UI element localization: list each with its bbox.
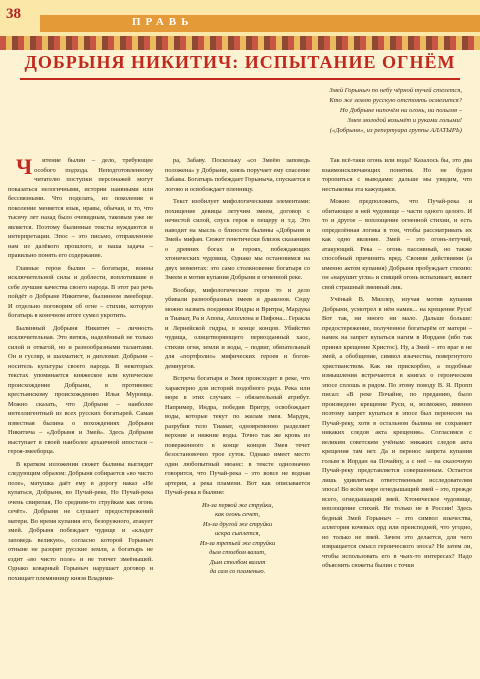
paragraph: Встреча богатыря и Змея происходит в реке, что характерно для историй подобного рода. Река или море в этих случаях – обязательный атрибут. Например, Индра, победив Вритру, освобождает воды, которые текут по жилам змея. Мардук, разрубив тело Тиамат, одновременно разделяет верхние и нижние воды. Точно так же кровь из поверженного в конце концов Змея течет безостановочно трое суток. Однако имеет место один любопытный нюанс: в тексте однозначно говорится, что Пучай-река – это вовсе не водная артерия, а река пламени. Вот как описывается Пучай-река в былине: xyxy=(165,375,310,496)
paragraph: Главные герои былин – богатыри, воины исключительной силы и доблести, воплотившие в себе лучшие качества своего народа. В этот раз речь пойдёт о Добрыне Никитиче, былинном змееборце. И отдельно поговорим об огне – стихии, которую богатырь в конечном итоге сумел укротить. xyxy=(8,264,153,319)
page-number: 38 xyxy=(6,6,21,22)
paragraph: Вообще, мифологические герои то и дело убивали разнообразных змеев и драконов. Сюду можно назвать поединки Индры и Вритры, Мардука и Тиамат, Ра и Апопа, Аполлона и Пифона... Геракла и Лернейской гидры, в конце концов. Убийство чудища, олицетворяющего первозданный хаос, стихии огня, земли и воды, – подвиг, обязательный для «портфолио» мифических героев и богов-демиургов. xyxy=(165,286,310,370)
paragraph: Учёный В. Миллер, изучая мотив купания Добрыни, усмотрел в нём намек... на крещение Руси! Вот так, ни много ни мало. Дальше больше: предостережение, полученное богатырём от матери – намек на запрет купаться нагим в Иордане (ибо так принял крещение Христос). Ну, а Змей – это враг в не змей, а обобщение, символ язычества, повергнутого христианством. Как ни прискорбно, а подобные измышления встречаются в книгах о героическом эпосе сплошь и рядом. По этому поводу В. Я. Пропп писал: «В реке Почайне, по преданию, было произведено крещение Руси, и, возможно, именно поэтому запрет купаться в эпосе был перенесен на Пучай-реку, хотя в остальном былина не сохраняет никаких следов акта крещения». Согласимся с великим советским учёным: никаких следов акта крещения там нет. Да и перенос запрета купания голым в Иордан на Почайну, а с неё – на сказочную Пучай-реку представляется совершенным. Остается лишь удивляться ответственным исследователям эпоса! Во всём мире огнедышащий змей – это, прежде всего, огнедышащий змей. Хтоническое чудовище, воплощение стихий. Не только не в России! Здесь бедный Змей Горыныч – это символ язычества, аллегория кочевых орд или преисподней, что угодно, но только не змей. Зачем это делается, для чего извращается смысл героического эпоса? Не затем ли, чтобы использовать его в чьих-то интересах? Надо объяснить сюжеты былин с точки xyxy=(322,296,472,569)
paragraph-text: итение былин – дело, требующее особого подхода. Неподготовленному читателю поступки персонажей могут показаться нелогичными, истории наивными или бессвязными. Что поделать, из поколения в поколение меняется язык, нравы, обычаи, и то, что тысячу лет назад было очевидным, таковым уже не является. Поэтому былинные тексты нуждаются в интерпретации. Эпос – это письмо, отправленное нам из далёкого прошлого, и наша задача – правильно понять его содержание. xyxy=(8,157,153,259)
paragraph: Так всё-таки огонь или вода? Казалось бы, это два взаимоисключающих понятия. Но не будем торопиться с выводами: дальше мы увидим, что нестыковка эта кажущаяся. xyxy=(322,157,472,193)
paragraph: ра, Забаву. Поскольку «со Змеёю заповедь положена» у Добрыни, князь поручает ему спасение Забавы. Богатырь побеждает Горыныча, спускается в логово и освобождает пленницу. xyxy=(165,157,310,193)
verse-quote xyxy=(165,501,310,577)
section-bar xyxy=(40,15,480,32)
verse-line: Дым столбом валит xyxy=(209,558,266,566)
verse-line: Из-за другой же струйки xyxy=(202,520,273,528)
epigraph-line: Но Добрыне нипочём ни огонь, ни полымя – xyxy=(339,107,462,114)
verse-line: искра сыплется, xyxy=(214,530,261,537)
paragraph: Текст изобилует мифологическими элементами: похищение девицы летучим змеем, договор с нечистой силой, спуск героя в пещеру и т.д. Это наводит на мысль о близости былины «Добрыня и Змей» мифам. Сюжет генетически близок сказаниям о древних богах и героях, побеждающих хтонических чудовищ. Однако мы остановимся на двух моментах: это само столкновение богатыря со Змеем и мотив купания Добрыни в огненной реке. xyxy=(165,198,310,281)
verse-line: да сам со пламенью. xyxy=(209,568,266,575)
ornament-border xyxy=(0,36,480,50)
epigraph-line: Кто же землю русскую отстоять осмелится? xyxy=(329,97,462,104)
paragraph: В кратком изложении сюжет былины выглядит следующим образом: Добрыня собирается «во чисто поле», матушка даёт ему в дорогу наказ «Не купаться, Добрыня, во Пучай-реке, Но Пучай-река очень свирепая, По средним-то струйкам как огонь сечёт». Добрыня не слушает предостережений матери. Во время купания его, безоружного, атакует змей. Добрыня побеждает чудище и «кладет заповедь великую», согласно которой Горыныч отныне не разорит русские земли, а богатырь не ездит «во чисто поле» и не топчет змеёнышей. Однако коварный Горыныч нарушает договор и похищает племянницу князя Владими- xyxy=(8,460,153,582)
verse-line: Из-за первой же струйки, xyxy=(201,501,274,509)
article-title: ДОБРЫНЯ НИКИТИЧ: ИСПЫТАНИЕ ОГНЁМ xyxy=(24,52,456,72)
section-label: ПРАВЬ xyxy=(132,16,194,28)
paragraph: Былинный Добрыня Никитич – личность исключительная. Это витязь, наделённый не только силой и отвагой, но и разнообразными талантами. Он и гусляр, и шахматист, и дипломат. Добрыня – носитель культуры своего народа. В некоторых текстах упоминается княжеское или купеческое происхождение Добрыни, в противовес крестьянскому происхождению Ильи Муромца. Можно сказать, что Добрыня – наиболее интеллигентный из всех русских богатырей. Самая известная былина о похождениях Добрыни Никитича – «Добрыня и Змей». Здесь Добрыня выступает в своей наиболее архаичной ипостаси – героя-змееборца. xyxy=(8,324,153,455)
column-2 xyxy=(165,156,310,579)
verse-line: дым столбом валит, xyxy=(209,549,266,556)
column-3 xyxy=(322,156,472,574)
verse-line: Из-за третьей же струйки xyxy=(199,539,276,547)
epigraph xyxy=(162,86,462,136)
epigraph-line: Змея молодой возьмёт и руками голыми! xyxy=(347,117,462,124)
column-1 xyxy=(8,156,153,586)
verse-line: как огонь сечет, xyxy=(215,511,260,518)
paragraph: Можно предположить, что Пучай-река и обитающее в ней чудовище – части одного целого. И то и другое – воплощение огненной стихии, и есть определённая логика в том, чтобы рассматривать их как одно явление. Змей – это огонь-летучий, атакующий. Река – огонь пассивный, но также способный причинить вред. Своими действиями (а именно актом купания) Добрыня пробуждает стихию: он «нарушит угли» и спящий огонь вспыхивает, являет свой страшный змеиный лик. xyxy=(322,198,472,291)
paragraph xyxy=(8,156,153,261)
epigraph-line: Змей Горыныч по небу чёрной тучей стелется, xyxy=(329,87,462,94)
drop-cap: Ч xyxy=(16,154,33,179)
title-rule xyxy=(20,78,460,80)
epigraph-source: («Добрыня», из репертуара группы АЛАТЫРЬ) xyxy=(329,127,462,134)
